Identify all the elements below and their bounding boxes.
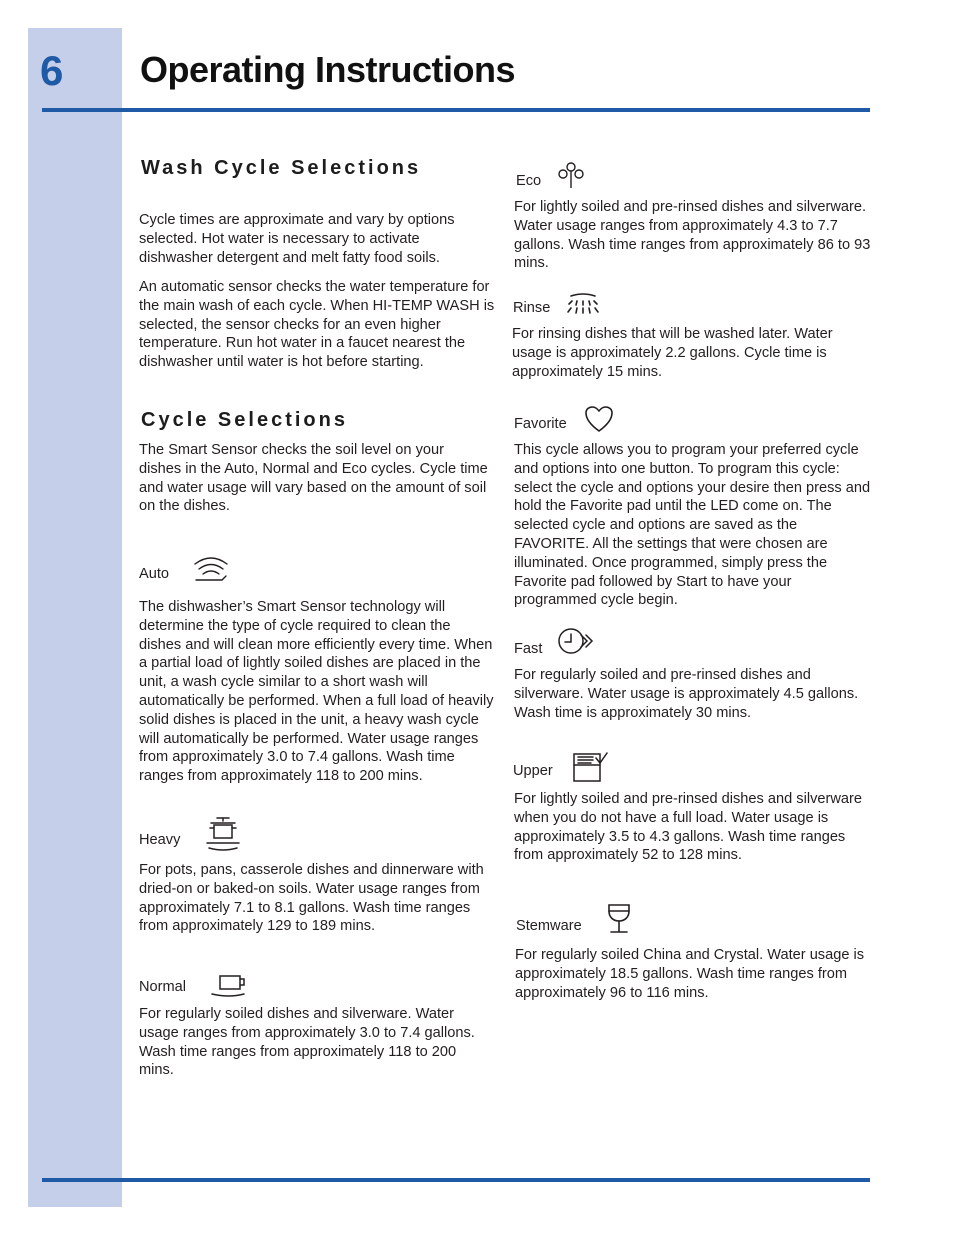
fast-cycle-label: Fast xyxy=(514,641,543,657)
normal-cycle-description: For regularly soiled dishes and silverware. Water usage ranges from approximately 3.0 to 7.4 gallons. Wash time ranges from approximately 118 to 200 mins. xyxy=(139,1006,475,1079)
favorite-cycle-label: Favorite xyxy=(514,416,567,432)
wash-cycle-paragraph: An automatic sensor checks the water temperature for the main wash of each cycle. When HI-TEMP WASH is selected, the sensor checks for an even higher temperature. Run hot water in a faucet nearest the dishwasher until water is hot before starting. xyxy=(139,279,495,371)
eco-cycle-label: Eco xyxy=(516,173,542,189)
footer-rule xyxy=(42,1178,870,1182)
normal-cycle-label: Normal xyxy=(139,979,187,995)
rinse-cycle-label: Rinse xyxy=(513,300,551,316)
stemware-cycle-description: For regularly soiled China and Crystal. Water usage is approximately 18.5 gallons. Wash time ranges from approximately 96 to 116 mins. xyxy=(515,947,865,1001)
upper-rack-icon xyxy=(571,751,609,783)
auto-sensor-icon xyxy=(192,556,230,584)
favorite-cycle-description: This cycle allows you to program your preferred cycle and options into one button. To program this cycle: select the cycle and options your desire then press and hold the Favorite pad until the LED come on. The selected cycle and options are saved as the FAVORITE. All the settings that were chosen are illuminated. Once programmed, simply press the Favorite pad followed by Start to have your programmed cycle begin. xyxy=(514,442,871,609)
clock-fast-icon xyxy=(557,626,595,656)
upper-cycle-description: For lightly soiled and pre-rinsed dishes and silverware when you do not have a full load. Water usage is approximately 3.5 to 4.3 gallons. Wash time ranges from approximately 52 to 128 mins. xyxy=(514,791,862,864)
heavy-cycle-description: For pots, pans, casserole dishes and dinnerware with dried-on or baked-on soils. Water usage ranges from approximately 7.1 to 8.1 gallons. Wash time ranges from approximately 129 to 189 mins. xyxy=(139,862,484,935)
auto-cycle-label: Auto xyxy=(139,566,170,582)
cup-plate-icon xyxy=(210,973,248,999)
eco-cycle-description: For lightly soiled and pre-rinsed dishes and silverware. Water usage ranges from approximately 4.3 to 7.7 gallons. Wash time ranges from approximately 86 to 93 mins. xyxy=(514,199,871,272)
upper-cycle-label: Upper xyxy=(513,763,553,779)
heavy-cycle-label: Heavy xyxy=(139,832,181,848)
wash-cycle-selections-heading: Wash Cycle Selections xyxy=(141,157,422,179)
heart-icon xyxy=(584,405,614,433)
auto-cycle-description: The dishwasher’s Smart Sensor technology will determine the type of cycle required to clean the dishes and will clean more efficiently every time. When a partial load of lightly soiled dishes are placed in the unit, a wash cycle similar to a short wash will automatically be performed. When a full load of heavily solid dishes is placed in the unit, a heavy wash cycle will automatically be performed. Water usage ranges from approximately 3.0 to 7.4 gallons. Wash time ranges from approximately 118 to 200 mins. xyxy=(139,599,494,785)
pot-icon xyxy=(204,815,242,853)
wine-glass-icon xyxy=(605,903,633,935)
wash-cycle-paragraph: Cycle times are approximate and vary by options selected. Hot water is necessary to activate dishwasher detergent and melt fatty food soils. xyxy=(139,212,455,266)
page-number: 6 xyxy=(40,47,64,94)
spray-icon xyxy=(565,292,601,318)
page-sidebar-band xyxy=(28,28,122,1207)
header-rule xyxy=(42,108,870,112)
page-title: Operating Instructions xyxy=(140,49,516,90)
stemware-cycle-label: Stemware xyxy=(516,918,582,934)
cycle-selections-intro: The Smart Sensor checks the soil level on your dishes in the Auto, Normal and Eco cycles. Cycle time and water usage will vary based on the amount of soil on the dishes. xyxy=(139,442,488,515)
cycle-selections-heading: Cycle Selections xyxy=(141,409,348,431)
rinse-cycle-description: For rinsing dishes that will be washed later. Water usage is approximately 2.2 gallons. Cycle time is approximately 15 mins. xyxy=(512,326,833,380)
eco-leaf-icon xyxy=(557,161,585,191)
fast-cycle-description: For regularly soiled and pre-rinsed dishes and silverware. Water usage is approximately 4.5 gallons. Wash time is approximately 30 mins. xyxy=(514,667,859,721)
